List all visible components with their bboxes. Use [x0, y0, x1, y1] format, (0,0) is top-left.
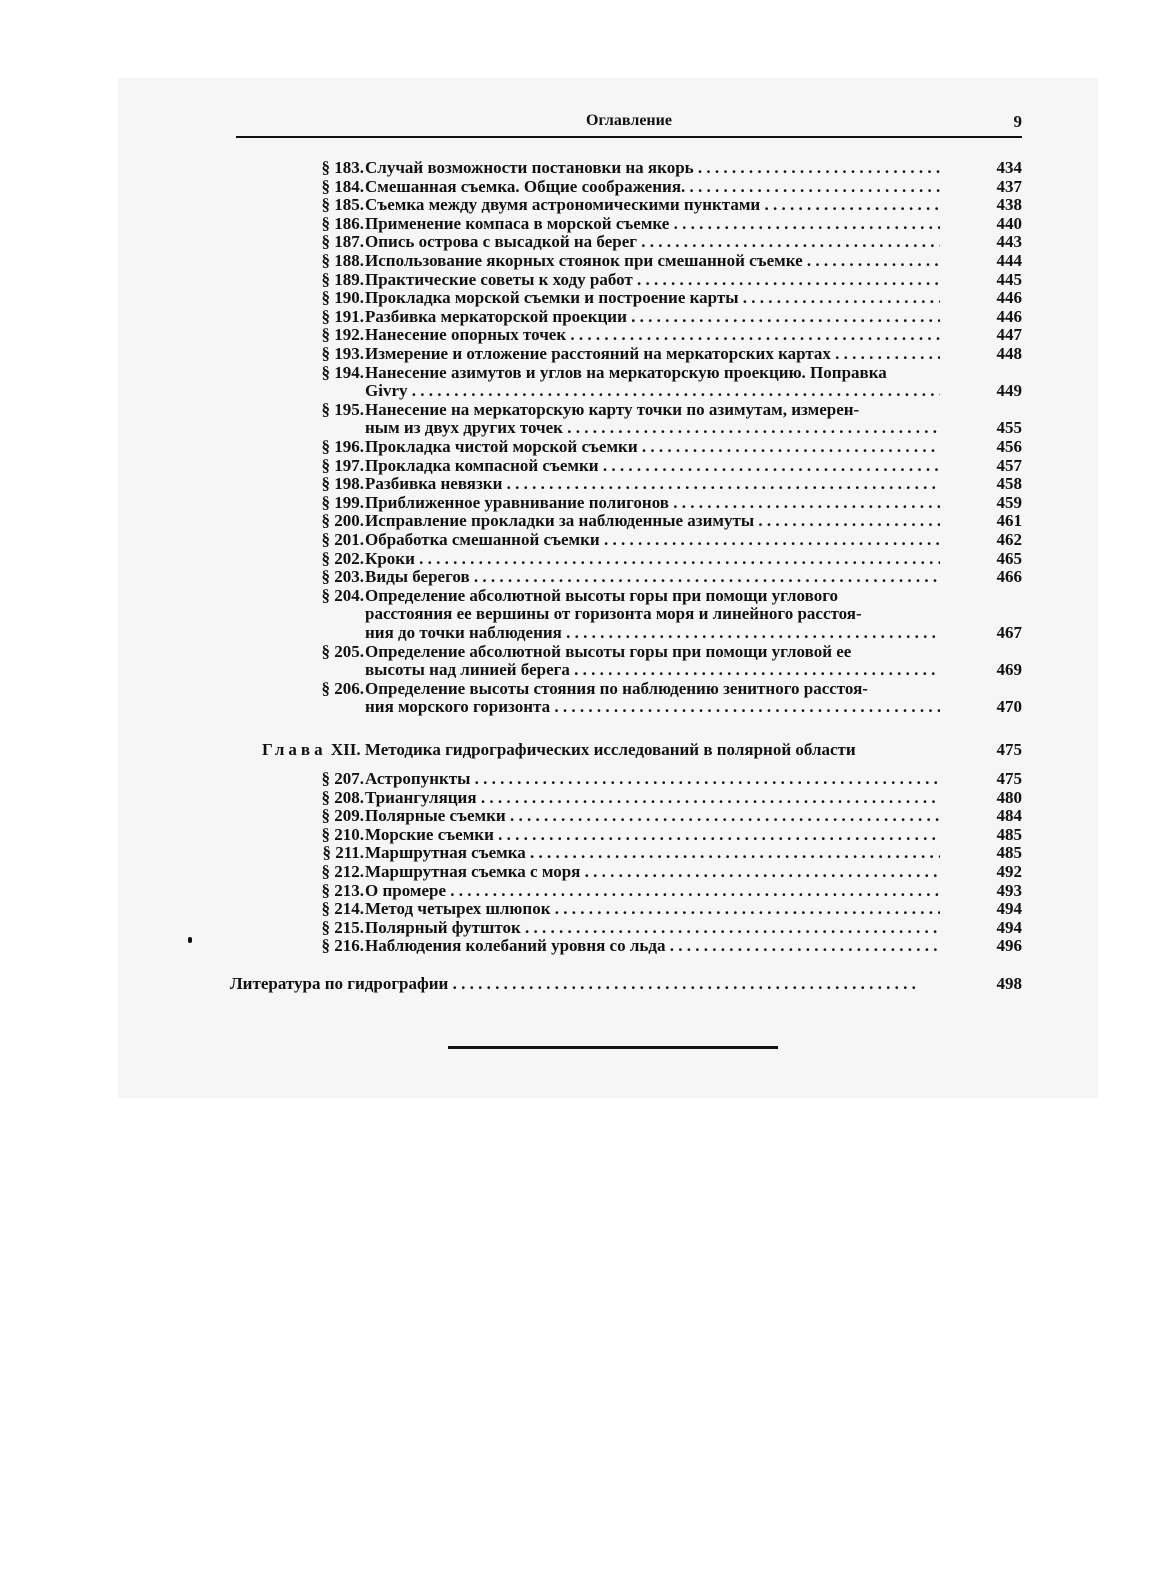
section-title: Приближенное уравнивание полигонов . . .: [365, 493, 940, 512]
chapter-title: XII. Методика гидрографических исследований в полярной области: [330, 740, 856, 759]
section-number: § 204.: [321, 585, 364, 605]
section-title: Применение компаса в морской съемке . . .: [365, 214, 940, 233]
section-number: § 199.: [321, 492, 364, 512]
section-title: Опись острова с высадкой на берег . . .: [365, 232, 940, 251]
toc-entry-line: [0, 344, 1163, 363]
section-title: Полярный футшток . . .: [365, 918, 940, 937]
section-number: § 184.: [321, 176, 364, 196]
page-number: 465: [996, 548, 1022, 568]
toc-entry-line: [0, 195, 1163, 214]
toc-entry-line: [0, 788, 1163, 807]
chapter-page: 475: [996, 740, 1022, 759]
section-title: Триангуляция . . .: [365, 788, 940, 807]
section-title: Маршрутная съемка с моря . . .: [365, 862, 940, 881]
toc-entry-line: [0, 697, 1163, 716]
page-number: 448: [996, 344, 1022, 363]
toc-entry-line: [0, 623, 1163, 642]
literature-page: 498: [996, 974, 1022, 993]
toc-entry-line: [0, 251, 1163, 270]
section-title: Прокладка чистой морской съемки . . .: [365, 437, 940, 456]
section-title: Использование якорных стоянок при смешанной съемке . . .: [365, 251, 940, 270]
section-title: Измерение и отложение расстояний на меркаторских картах . . .: [365, 344, 940, 363]
page-number: 470: [996, 697, 1022, 717]
toc-entry-line: [0, 177, 1163, 196]
section-title: Прокладка компасной съемки . . .: [365, 456, 940, 475]
section-title: ния морского горизонта . . .: [365, 697, 940, 716]
toc-entry-line: [0, 418, 1163, 437]
toc-entry-line: [0, 806, 1163, 825]
section-title: Нанесение опорных точек . . .: [365, 325, 940, 344]
section-title: Исправление прокладки за наблюденные азимуты . . .: [365, 511, 940, 530]
page-number: 438: [996, 195, 1022, 215]
section-title: Определение высоты стояния по наблюдению зенитного расстоя-: [365, 678, 868, 698]
section-title: ния до точки наблюдения . . .: [365, 623, 940, 642]
page-number: 485: [996, 843, 1022, 863]
toc-entry-line: [0, 456, 1163, 475]
section-title: Прокладка морской съемки и построение карты . . .: [365, 288, 940, 307]
toc-entry-line: [0, 862, 1163, 881]
page-number: 455: [996, 418, 1022, 438]
toc-entry-line: [0, 899, 1163, 918]
page-number: 462: [996, 530, 1022, 549]
section-number: § 205.: [321, 641, 364, 661]
toc-entry-line: [0, 437, 1163, 456]
section-title: Кроки . . .: [365, 549, 940, 568]
section-number: § 190.: [321, 288, 364, 308]
section-title: Определение абсолютной высоты горы при помощи угловой ее: [365, 641, 852, 661]
toc-entry-line: [0, 660, 1163, 679]
page-number: 480: [996, 787, 1022, 807]
chapter-label: Глава: [262, 740, 327, 759]
section-title: Виды берегов . . .: [365, 567, 940, 586]
page-number: 458: [996, 474, 1022, 494]
page-number: 494: [996, 917, 1022, 937]
section-title: высоты над линией берега . . .: [365, 660, 940, 679]
toc-entry-line: [0, 586, 1163, 605]
toc-entry-line: [0, 363, 1163, 382]
toc-entry-line: [0, 493, 1163, 512]
page-number: 469: [996, 660, 1022, 680]
section-number: § 185.: [321, 195, 364, 215]
page-number: 456: [996, 437, 1022, 456]
toc-entry-line: [0, 936, 1163, 955]
page-number: 492: [996, 862, 1022, 881]
toc-entry-line: [0, 530, 1163, 549]
page-number: 461: [996, 511, 1022, 531]
toc-entry-line: [0, 604, 1163, 623]
literature-title: Литература по гидрографии . . .: [230, 974, 960, 994]
toc-entry-line: [0, 843, 1163, 862]
section-title: Смешанная съемка. Общие соображения. . . .: [365, 177, 940, 196]
toc-entry-line: [0, 288, 1163, 307]
section-number: § 210.: [321, 824, 364, 844]
section-title: Астропункты . . .: [365, 769, 940, 788]
section-number: § 188.: [321, 251, 364, 270]
page-number: 440: [996, 213, 1022, 233]
section-number: § 213.: [321, 880, 364, 900]
page-number: 443: [996, 232, 1022, 252]
toc-entry-line: [0, 270, 1163, 289]
section-title: Определение абсолютной высоты горы при помощи углового: [365, 585, 838, 605]
toc-entry-line: [0, 881, 1163, 900]
section-number: § 216.: [321, 936, 364, 956]
section-number: § 202.: [321, 548, 364, 568]
header-page-number: 9: [1013, 112, 1022, 131]
page-number: 475: [996, 769, 1022, 788]
section-number: § 208.: [321, 787, 364, 807]
page-number: 466: [996, 567, 1022, 587]
section-title: Морские съемки . . .: [365, 825, 940, 844]
section-title: расстояния ее вершины от горизонта моря и линейного расстоя-: [365, 604, 862, 624]
section-number: § 193.: [321, 344, 364, 363]
section-title: Разбивка меркаторской проекции . . .: [365, 307, 940, 326]
section-title: Метод четырех шлюпок . . .: [365, 899, 940, 918]
section-title: Полярные съемки . . .: [365, 806, 940, 825]
section-number: § 212.: [321, 862, 364, 881]
section-number: § 201.: [321, 530, 364, 549]
section-title: Случай возможности постановки на якорь . . .: [365, 158, 940, 177]
toc-entry-line: [0, 158, 1163, 177]
section-title: Нанесение азимутов и углов на меркаторскую проекцию. Поправка: [365, 362, 887, 382]
page-number: 459: [996, 492, 1022, 512]
section-number: § 189.: [321, 269, 364, 289]
section-number: § 207.: [321, 769, 364, 788]
toc-entry-line: [0, 679, 1163, 698]
page-number: 446: [996, 288, 1022, 308]
page-number: 484: [996, 806, 1022, 826]
toc-entry-line: [0, 214, 1163, 233]
page-number: 444: [996, 251, 1022, 270]
page-number: 457: [996, 455, 1022, 475]
page-number: 437: [996, 176, 1022, 196]
page-number: 445: [996, 269, 1022, 289]
toc-entry-line: [0, 400, 1163, 419]
page-number: 485: [996, 824, 1022, 844]
toc-entry-line: [0, 825, 1163, 844]
toc-entry-line: [0, 381, 1163, 400]
section-title: Нанесение на меркаторскую карту точки по азимутам, измерен-: [365, 399, 860, 419]
page-number: 447: [996, 325, 1022, 345]
section-title: Наблюдения колебаний уровня со льда . . .: [365, 936, 940, 955]
section-number: § 197.: [321, 455, 364, 475]
section-number: § 206.: [321, 678, 364, 698]
section-number: § 192.: [321, 325, 364, 345]
page-number: 434: [996, 158, 1022, 177]
toc-entry-line: [0, 769, 1163, 788]
section-number: § 203.: [321, 567, 364, 587]
section-number: § 187.: [321, 232, 364, 252]
section-number: § 215.: [321, 917, 364, 937]
section-number: § 183.: [321, 158, 364, 177]
chapter-heading: [262, 740, 1022, 762]
scan-speck: [188, 937, 192, 943]
toc-entry-line: [0, 307, 1163, 326]
section-number: § 195.: [321, 399, 364, 419]
page-number: 446: [996, 306, 1022, 326]
section-title: Givry . . .: [365, 381, 940, 400]
toc-entry-line: [0, 549, 1163, 568]
toc-entry-line: [0, 474, 1163, 493]
section-number: § 194.: [321, 362, 364, 382]
section-number: § 211.: [322, 843, 364, 863]
section-title: ным из двух других точек . . .: [365, 418, 940, 437]
section-number: § 196.: [321, 437, 364, 456]
section-title: Съемка между двумя астрономическими пунктами . . .: [365, 195, 940, 214]
page-number: 496: [996, 936, 1022, 956]
toc-entry-line: [0, 325, 1163, 344]
running-header: [236, 112, 1022, 138]
end-rule: [448, 1046, 778, 1049]
header-title: Оглавление: [586, 112, 672, 129]
section-number: § 191.: [321, 306, 364, 326]
toc-entry-line: [0, 567, 1163, 586]
section-title: Разбивка невязки . . .: [365, 474, 940, 493]
section-number: § 198.: [321, 474, 364, 494]
section-number: § 186.: [321, 213, 364, 233]
page-number: 449: [996, 381, 1022, 401]
section-title: Маршрутная съемка . . .: [365, 843, 940, 862]
page-number: 494: [996, 899, 1022, 919]
section-number: § 209.: [321, 806, 364, 826]
section-number: § 200.: [321, 511, 364, 531]
section-title: О промере . . .: [365, 881, 940, 900]
section-number: § 214.: [321, 899, 364, 919]
page-number: 493: [996, 880, 1022, 900]
toc-entry-line: [0, 918, 1163, 937]
section-title: Практические советы к ходу работ . . .: [365, 270, 940, 289]
literature-entry: [230, 974, 1022, 996]
section-title: Обработка смешанной съемки . . .: [365, 530, 940, 549]
toc-entry-line: [0, 232, 1163, 251]
toc-entry-line: [0, 511, 1163, 530]
page-number: 467: [996, 623, 1022, 642]
toc-entry-line: [0, 642, 1163, 661]
